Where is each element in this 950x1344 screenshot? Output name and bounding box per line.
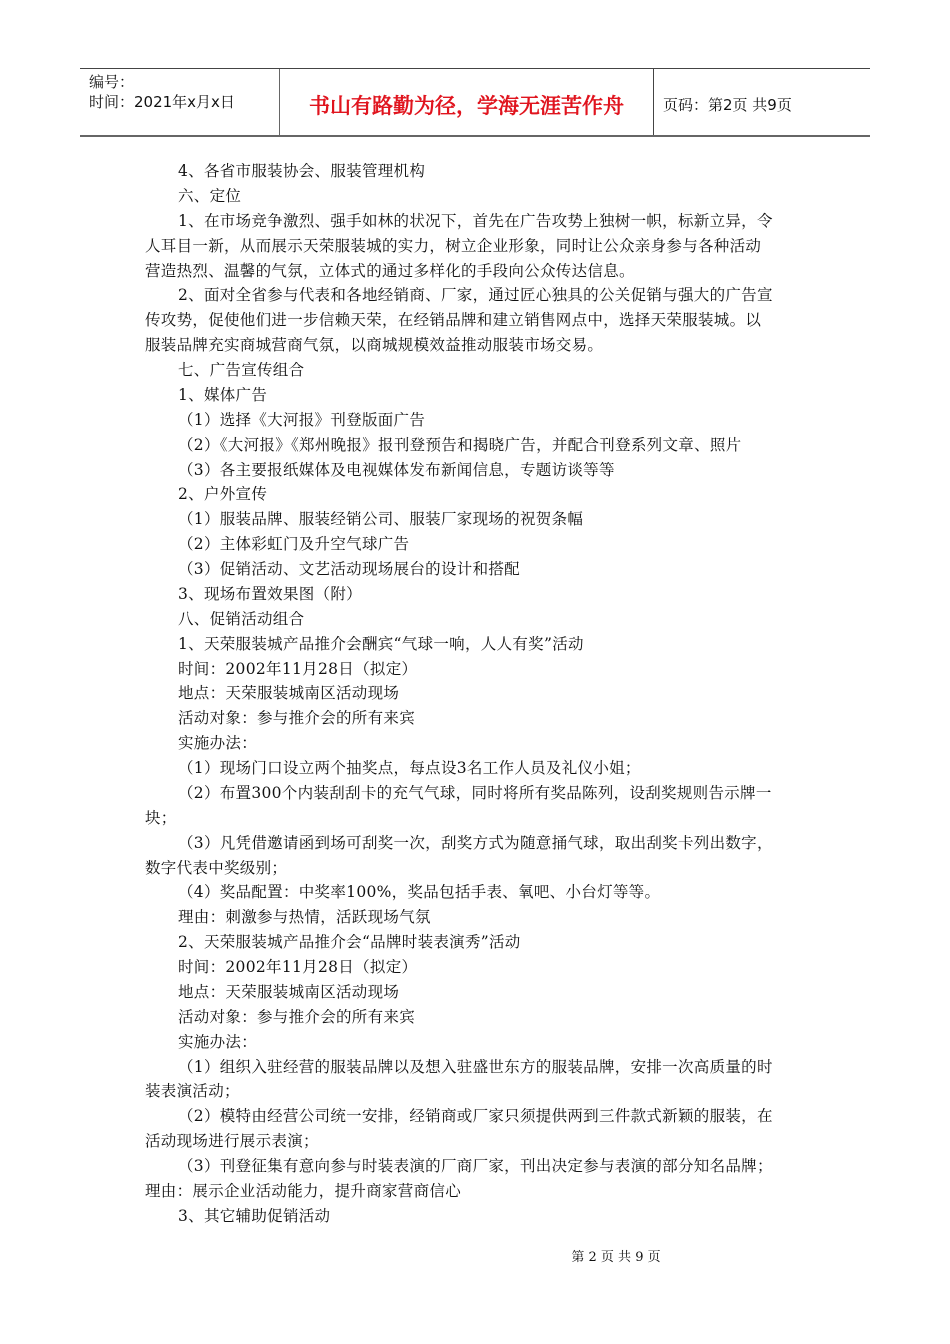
text-line: 4、各省市服装协会、服装管理机构 xyxy=(178,162,426,180)
text-line: （3）刊登征集有意向参与时装表演的厂商厂家，刊出决定参与表演的部分知名品牌； xyxy=(178,1157,773,1175)
text-line: 地点：天荣服装城南区活动现场 xyxy=(178,982,400,1001)
text-line: 时间：2002年11月28日（拟定） xyxy=(178,958,418,976)
text-line: 数字代表中奖级别； xyxy=(145,858,288,877)
text-line: 2、天荣服装城产品推介会“品牌时装表演秀”活动 xyxy=(178,933,521,952)
text-line: 活动对象：参与推介会的所有来宾 xyxy=(178,709,416,728)
text-line: 理由：刺激参与热情，活跃现场气氛 xyxy=(178,908,431,927)
text-line: （1）选择《大河报》刊登版面广告 xyxy=(178,410,426,429)
text-line: （1）服装品牌、服装经销公司、服装厂家现场的祝贺条幅 xyxy=(178,510,584,529)
text-line: 活动对象：参与推介会的所有来宾 xyxy=(178,1007,416,1026)
text-line: 理由：展示企业活动能力，提升商家营商信心 xyxy=(145,1181,462,1200)
text-line: （3）各主要报纸媒体及电视媒体发布新闻信息，专题访谈等等 xyxy=(178,460,615,479)
text-line: 实施办法： xyxy=(178,734,258,753)
text-line: 传攻势，促使他们进一步信赖天荣，在经销品牌和建立销售网点中，选择天荣服装城。以 xyxy=(145,311,762,330)
text-line: 2、面对全省参与代表和各地经销商、厂家，通过匠心独具的公关促销与强大的广告宣 xyxy=(178,286,773,305)
text-line: （3）促销活动、文艺活动现场展台的设计和搭配 xyxy=(178,560,520,578)
text-line: （3）凡凭借邀请函到场可刮奖一次，刮奖方式为随意捅气球，取出刮奖卡列出数字， xyxy=(178,833,773,852)
header-motto: 书山有路勤为径，学海无涯苦作舟 xyxy=(280,69,654,135)
text-line: 1、天荣服装城产品推介会酬宾“气球一响，人人有奖”活动 xyxy=(178,634,584,653)
text-line: （2）《大河报》《郑州晚报》报刊登预告和揭晓广告，并配合刊登系列文章、照片 xyxy=(178,435,742,454)
header-page-info: 页码：第2页 共9页 xyxy=(663,95,792,114)
text-line: （1）现场门口设立两个抽奖点，每点设3名工作人员及礼仪小姐； xyxy=(178,759,641,777)
page-footer: 第 2 页 共 9 页 xyxy=(571,1250,661,1265)
document-body xyxy=(145,159,825,1229)
page-header xyxy=(80,68,870,137)
text-line: 2、户外宣传 xyxy=(178,485,268,504)
text-line: （2）布置300个内装刮刮卡的充气气球，同时将所有奖品陈列，设刮奖规则告示牌一 xyxy=(178,783,772,802)
text-line: 六、定位 xyxy=(178,186,242,205)
text-line: （1）组织入驻经营的服装品牌以及想入驻盛世东方的服装品牌，安排一次高质量的时 xyxy=(178,1057,773,1076)
text-line: 活动现场进行展示表演； xyxy=(145,1132,319,1151)
text-line: 七、广告宣传组合 xyxy=(178,361,305,379)
text-line: 人耳目一新，从而展示天荣服装城的实力，树立企业形象，同时让公众亲身参与各种活动 xyxy=(145,236,762,255)
header-meta xyxy=(80,69,280,135)
text-line: 服装品牌充实商城营商气氛，以商城规模效益推动服装市场交易。 xyxy=(145,336,604,355)
text-line: 营造热烈、温馨的气氛，立体式的通过多样化的手段向公众传达信息。 xyxy=(145,261,635,280)
document-date: 时间：2021年x月x日 xyxy=(89,93,235,111)
text-line: 八、促销活动组合 xyxy=(178,609,305,628)
text-line: 装表演活动； xyxy=(145,1082,240,1101)
text-line: 块； xyxy=(145,808,177,827)
text-line: （2）模特由经营公司统一安排，经销商或厂家只须提供两到三件款式新颖的服装，在 xyxy=(178,1107,773,1126)
text-line: 1、在市场竞争激烈、强手如林的状况下，首先在广告攻势上独树一帜，标新立异，令 xyxy=(178,211,773,230)
text-line: （2）主体彩虹门及升空气球广告 xyxy=(178,535,410,554)
text-line: （4）奖品配置：中奖率100%，奖品包括手表、氧吧、小台灯等等。 xyxy=(178,883,661,902)
text-line: 1、媒体广告 xyxy=(178,385,268,404)
text-line: 3、现场布置效果图（附） xyxy=(178,584,362,603)
text-line: 地点：天荣服装城南区活动现场 xyxy=(178,684,400,703)
document-number-label: 编号： xyxy=(89,73,135,91)
text-line: 时间：2002年11月28日（拟定） xyxy=(178,659,418,678)
text-line: 实施办法： xyxy=(178,1032,258,1051)
text-line: 3、其它辅助促销活动 xyxy=(178,1206,331,1225)
